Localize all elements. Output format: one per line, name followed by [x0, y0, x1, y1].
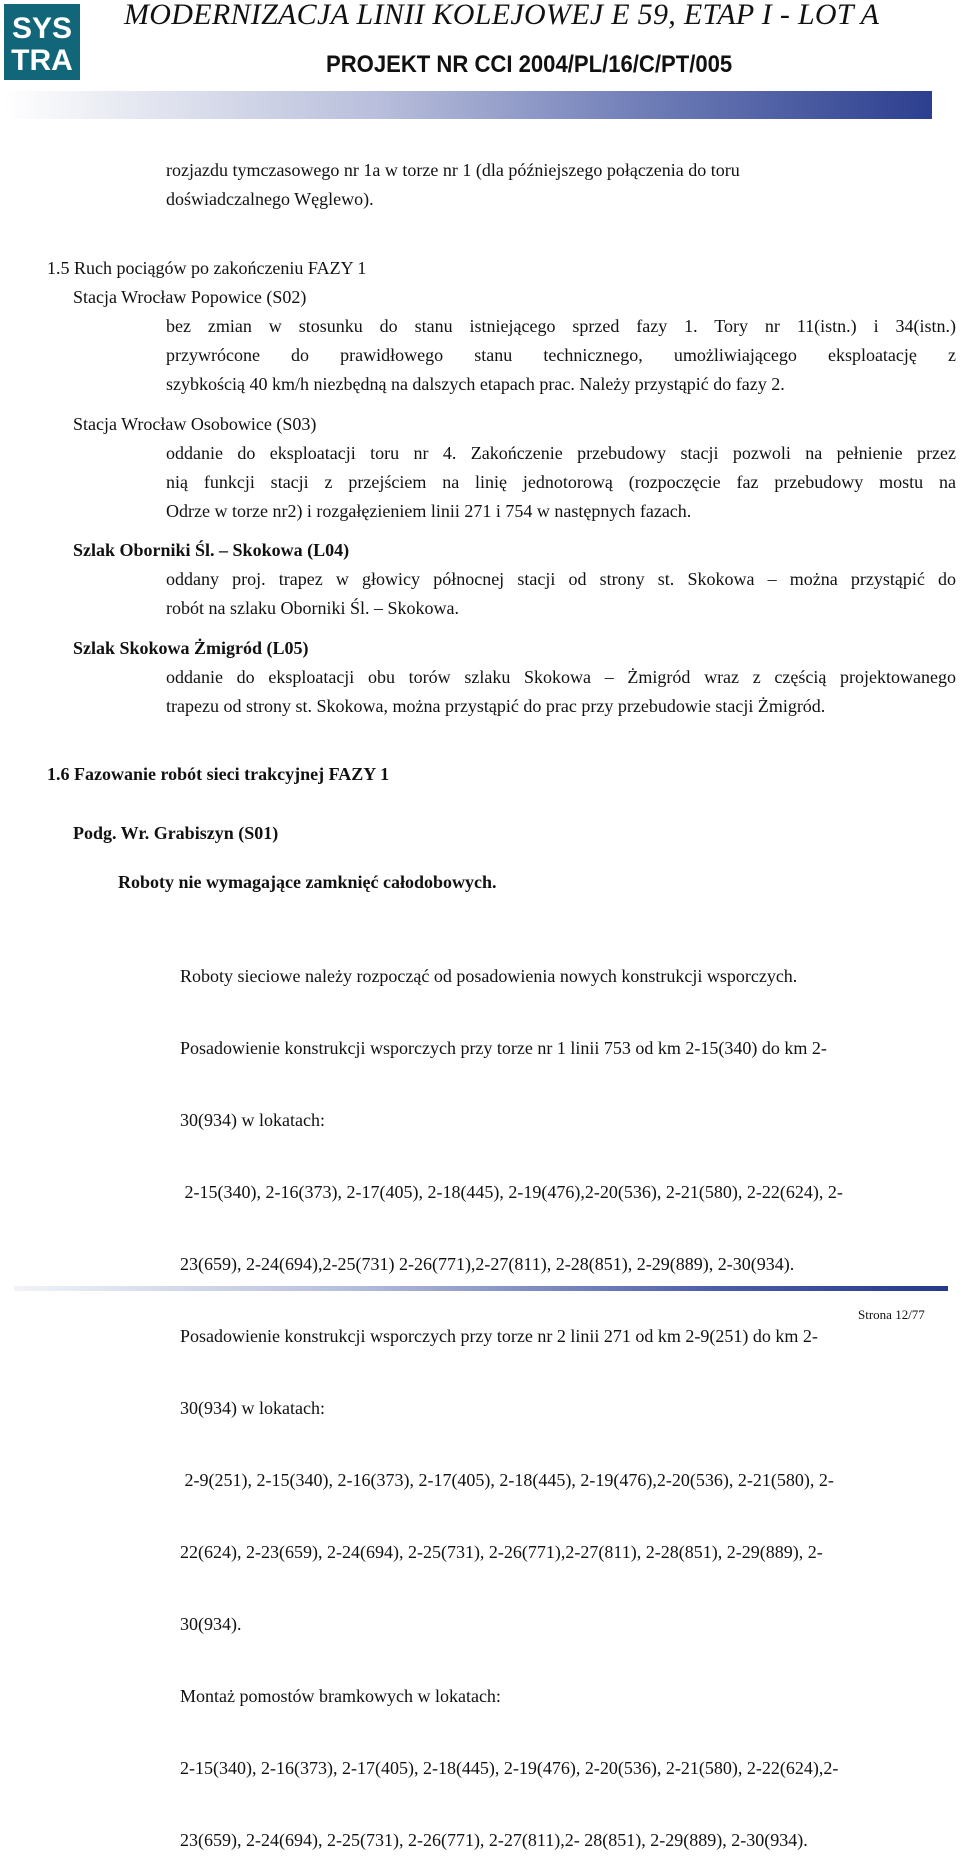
- works-line: Montaż pomostów bramkowych w lokatach:: [180, 1686, 501, 1706]
- svg-text:TRA: TRA: [11, 44, 73, 77]
- works-line: 30(934).: [180, 1614, 242, 1634]
- paragraph-line: robót na szlaku Oborniki Śl. – Skokowa.: [166, 598, 459, 618]
- works-line: 2-9(251), 2-15(340), 2-16(373), 2-17(405), 2-18(445), 2-19(476),2-20(536), 2-21(580), 2-: [180, 1470, 834, 1490]
- station-title-osobowice: Stacja Wrocław Osobowice (S03): [73, 414, 317, 434]
- works-line: Roboty sieciowe należy rozpocząć od posadowienia nowych konstrukcji wsporczych.: [180, 966, 798, 986]
- paragraph-line: Odrze w torze nr2) i rozgałęzieniem linii 271 i 754 w następnych fazach.: [166, 501, 692, 521]
- works-line: 23(659), 2-24(694), 2-25(731), 2-26(771), 2-27(811),2- 28(851), 2-29(889), 2-30(934).: [180, 1830, 808, 1850]
- intro-line: rozjazdu tymczasowego nr 1a w torze nr 1 (dla późniejszego połączenia do toru: [166, 160, 740, 180]
- footer-gradient-bar: [14, 1286, 948, 1291]
- works-list: [180, 916, 955, 1876]
- subsubheading-roboty: Roboty nie wymagające zamknięć całodobowych.: [118, 872, 497, 892]
- paragraph-line: bez zmian w stosunku do stanu istniejącego sprzed fazy 1. Tory nr 11(istn.) i 34(istn.): [166, 316, 956, 336]
- works-line: 30(934) w lokatach:: [180, 1110, 325, 1130]
- paragraph-line: oddanie do eksploatacji toru nr 4. Zakończenie przebudowy stacji pozwoli na pełnienie przez: [166, 443, 956, 463]
- section-title-zmigrod: Szlak Skokowa Żmigród (L05): [73, 638, 309, 658]
- paragraph-line: nią funkcji stacji z przejściem na linię jednotorową (rozpoczęcie faz przebudowy mostu na: [166, 472, 956, 492]
- paragraph-line: trapezu od strony st. Skokowa, można przystąpić do prac przy przebudowie stacji Żmigród.: [166, 696, 826, 716]
- works-line: Posadowienie konstrukcji wsporczych przy torze nr 2 linii 271 od km 2-9(251) do km 2-: [180, 1326, 818, 1346]
- works-line: Posadowienie konstrukcji wsporczych przy torze nr 1 linii 753 od km 2-15(340) do km 2-: [180, 1038, 827, 1058]
- paragraph-line: oddany proj. trapez w głowicy północnej stacji od strony st. Skokowa – można przystąpić do: [166, 569, 956, 589]
- header-gradient-bar: [4, 91, 932, 119]
- works-line: 23(659), 2-24(694),2-25(731) 2-26(771),2-27(811), 2-28(851), 2-29(889), 2-30(934).: [180, 1254, 795, 1274]
- section-heading-1-6: 1.6 Fazowanie robót sieci trakcyjnej FAZY 1: [47, 764, 390, 784]
- intro-line: doświadczalnego Węglewo).: [166, 189, 374, 209]
- section-heading-1-5: 1.5 Ruch pociągów po zakończeniu FAZY 1: [47, 258, 367, 278]
- project-number: PROJEKT NR CCI 2004/PL/16/C/PT/005: [326, 51, 733, 78]
- works-line: 22(624), 2-23(659), 2-24(694), 2-25(731), 2-26(771),2-27(811), 2-28(851), 2-29(889), 2-: [180, 1542, 823, 1562]
- document-title: MODERNIZACJA LINII KOLEJOWEJ E 59, ETAP I - LOT A: [124, 0, 880, 31]
- section-title-oborniki: Szlak Oborniki Śl. – Skokowa (L04): [73, 540, 350, 560]
- svg-text:SYS: SYS: [11, 12, 73, 45]
- paragraph-line: szybkością 40 km/h niezbędną na dalszych etapach prac. Należy przystąpić do fazy 2.: [166, 374, 785, 394]
- systra-logo: [4, 4, 80, 80]
- works-line: 2-15(340), 2-16(373), 2-17(405), 2-18(445), 2-19(476),2-20(536), 2-21(580), 2-22(624), 2-: [180, 1182, 843, 1202]
- page-number: Strona 12/77: [858, 1307, 925, 1322]
- works-line: 2-15(340), 2-16(373), 2-17(405), 2-18(445), 2-19(476), 2-20(536), 2-21(580), 2-22(624),2-: [180, 1758, 839, 1778]
- systra-logo-mark: [4, 4, 80, 80]
- station-title-popowice: Stacja Wrocław Popowice (S02): [73, 287, 307, 307]
- subheading-grabiszyn: Podg. Wr. Grabiszyn (S01): [73, 823, 279, 843]
- paragraph-line: przywrócone do prawidłowego stanu technicznego, umożliwiającego eksploatację z: [166, 345, 956, 365]
- works-line: 30(934) w lokatach:: [180, 1398, 325, 1418]
- paragraph-line: oddanie do eksploatacji obu torów szlaku Skokowa – Żmigród wraz z częścią projektowanego: [166, 667, 956, 687]
